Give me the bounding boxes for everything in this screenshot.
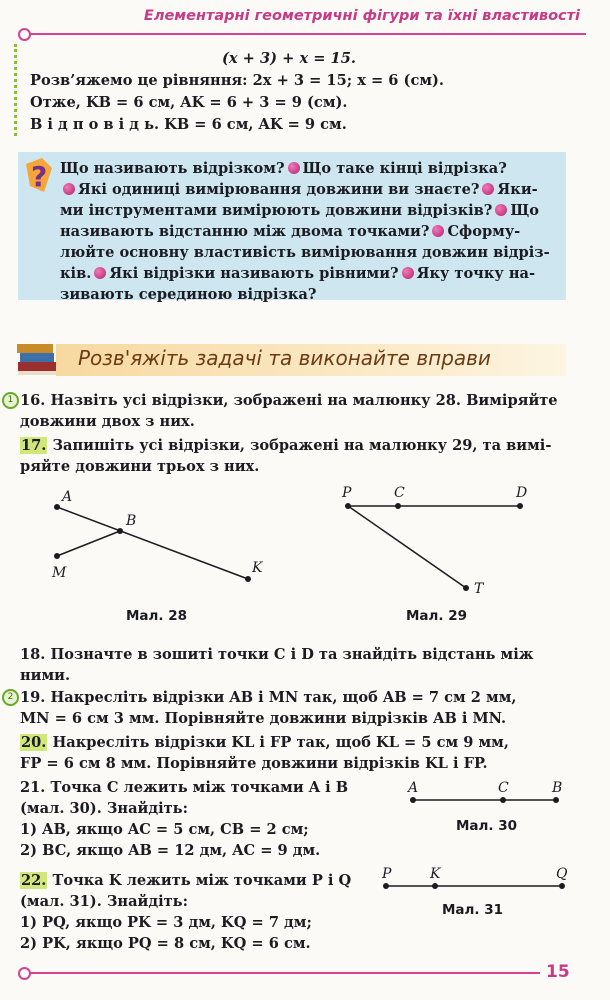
bullet-icon xyxy=(288,162,300,174)
figure-31-caption: Мал. 31 xyxy=(442,902,504,918)
point-c xyxy=(500,797,506,803)
task-21-item-2: 2) BC, якщо AB = 12 дм, AC = 9 дм. xyxy=(20,842,321,859)
footer-rule xyxy=(26,972,540,974)
bullet-icon xyxy=(495,204,507,216)
bullet-icon xyxy=(482,183,494,195)
task-17: 17. Запишіть усі відрізки, зображені на малюнку 29, та вимі- xyxy=(21,437,552,454)
label-m: M xyxy=(52,565,67,581)
header-rule xyxy=(26,33,586,35)
task-22-item-1: 1) PQ, якщо PK = 3 дм, KQ = 7 дм; xyxy=(20,914,312,931)
question-line-6: ків. Які відрізки називають рівними? Яку точку на- xyxy=(60,265,536,282)
point-a xyxy=(54,504,60,510)
task-22-item-2: 2) PK, якщо PQ = 8 см, KQ = 6 см. xyxy=(20,935,311,952)
task-22-line-2: (мал. 31). Знайдіть: xyxy=(20,893,188,910)
figure-30 xyxy=(400,776,575,810)
task-21-item-1: 1) AB, якщо AC = 5 см, CB = 2 см; xyxy=(20,821,309,838)
point-c xyxy=(395,503,401,509)
label-c: C xyxy=(498,780,509,796)
section-title: Розв'яжіть задачі та виконайте вправи xyxy=(78,346,491,370)
task-20: 20. Накресліть відрізки KL і FP так, щоб KL = 5 см 9 мм, xyxy=(21,734,509,751)
question-mark-icon xyxy=(22,156,56,196)
task-20-line-2: FP = 6 см 8 мм. Порівняйте довжини відрізків KL і FP. xyxy=(20,755,488,772)
point-p xyxy=(345,503,351,509)
question-line-7: зивають серединою відрізка? xyxy=(60,286,317,303)
bullet-icon xyxy=(94,267,106,279)
label-p: P xyxy=(382,866,392,882)
task-21: 21. Точка C лежить між точками A і B xyxy=(20,779,349,796)
question-line-5: люйте основну властивість вимірювання довжин відріз- xyxy=(60,244,550,261)
solution-line-3: Отже, KB = 6 см, AK = 6 + 3 = 9 (см). xyxy=(30,94,348,111)
question-line-1: Що називають відрізком? Що таке кінці відрізка? xyxy=(60,160,507,177)
segment-pt xyxy=(348,506,466,588)
level-1-marker: 1 xyxy=(2,392,19,409)
task-22: 22. Точка K лежить між точками P і Q xyxy=(21,872,352,889)
point-b xyxy=(553,797,559,803)
point-p xyxy=(383,883,389,889)
task-18-line-2: ними. xyxy=(20,667,71,684)
answer-text: KB = 6 см, AK = 9 см. xyxy=(159,116,347,133)
solution-dotted-rule xyxy=(14,44,20,136)
label-k: K xyxy=(252,560,263,576)
label-c: C xyxy=(394,485,405,501)
task-17-number: 17. xyxy=(21,437,47,454)
label-b: B xyxy=(126,513,137,529)
task-22-number: 22. xyxy=(21,872,47,889)
label-k: K xyxy=(430,866,441,882)
figure-29 xyxy=(330,485,540,600)
task-17-line-2: ряйте довжини трьох з них. xyxy=(20,458,260,475)
label-a: A xyxy=(62,489,73,505)
bullet-icon xyxy=(63,183,75,195)
point-q xyxy=(559,883,565,889)
point-t xyxy=(463,585,469,591)
point-m xyxy=(54,553,60,559)
books-icon xyxy=(14,336,60,378)
figure-29-caption: Мал. 29 xyxy=(406,608,468,624)
solution-line-2: Розв’яжемо це рівняння: 2x + 3 = 15; x = 6 (см). xyxy=(30,72,444,89)
question-line-3: ми інструментами вимірюють довжини відрізків? Що xyxy=(60,202,539,219)
figure-30-caption: Мал. 30 xyxy=(456,818,518,834)
label-b: B xyxy=(552,780,563,796)
label-p: P xyxy=(342,485,352,501)
task-16: 16. Назвіть усі відрізки, зображені на малюнку 28. Виміряйте xyxy=(20,392,558,409)
running-header-title: Елементарні геометричні фігури та їхні властивості xyxy=(143,8,580,24)
figure-28-caption: Мал. 28 xyxy=(126,608,188,624)
bullet-icon xyxy=(402,267,414,279)
page-number: 15 xyxy=(546,962,570,982)
solution-equation: (x + 3) + x = 15. xyxy=(222,50,356,67)
task-19: 19. Накресліть відрізки AB і MN так, щоб AB = 7 см 2 мм, xyxy=(20,689,517,706)
point-a xyxy=(410,797,416,803)
label-a: A xyxy=(408,780,419,796)
task-18: 18. Позначте в зошиті точки C і D та знайдіть відстань між xyxy=(20,646,534,663)
point-k xyxy=(245,576,251,582)
segment-ak xyxy=(57,507,248,579)
task-16-line-2: довжини двох з них. xyxy=(20,413,195,430)
footer-rule-dot xyxy=(18,967,31,980)
svg-text:?: ? xyxy=(31,160,48,193)
task-21-line-2: (мал. 30). Знайдіть: xyxy=(20,800,188,817)
label-d: D xyxy=(516,485,528,501)
point-b xyxy=(117,528,123,534)
bullet-icon xyxy=(432,225,444,237)
label-t: T xyxy=(474,581,484,597)
label-q: Q xyxy=(556,866,568,882)
figure-31 xyxy=(372,862,572,896)
figure-28 xyxy=(40,485,280,595)
solution-answer xyxy=(30,114,347,135)
level-2-marker: 2 xyxy=(2,689,19,706)
task-20-number: 20. xyxy=(21,734,47,751)
point-k xyxy=(432,883,438,889)
header-rule-dot xyxy=(18,28,31,41)
question-line-2: Які одиниці вимірювання довжини ви знаєте? Яки- xyxy=(60,179,560,200)
task-19-line-2: MN = 6 см 3 мм. Порівняйте довжини відрізків AB і MN. xyxy=(20,710,507,727)
point-d xyxy=(517,503,523,509)
answer-label: В і д п о в і д ь. xyxy=(30,116,160,133)
segment-mb xyxy=(57,531,120,556)
question-line-4: називають відстанню між двома точками? Сформу- xyxy=(60,223,521,240)
